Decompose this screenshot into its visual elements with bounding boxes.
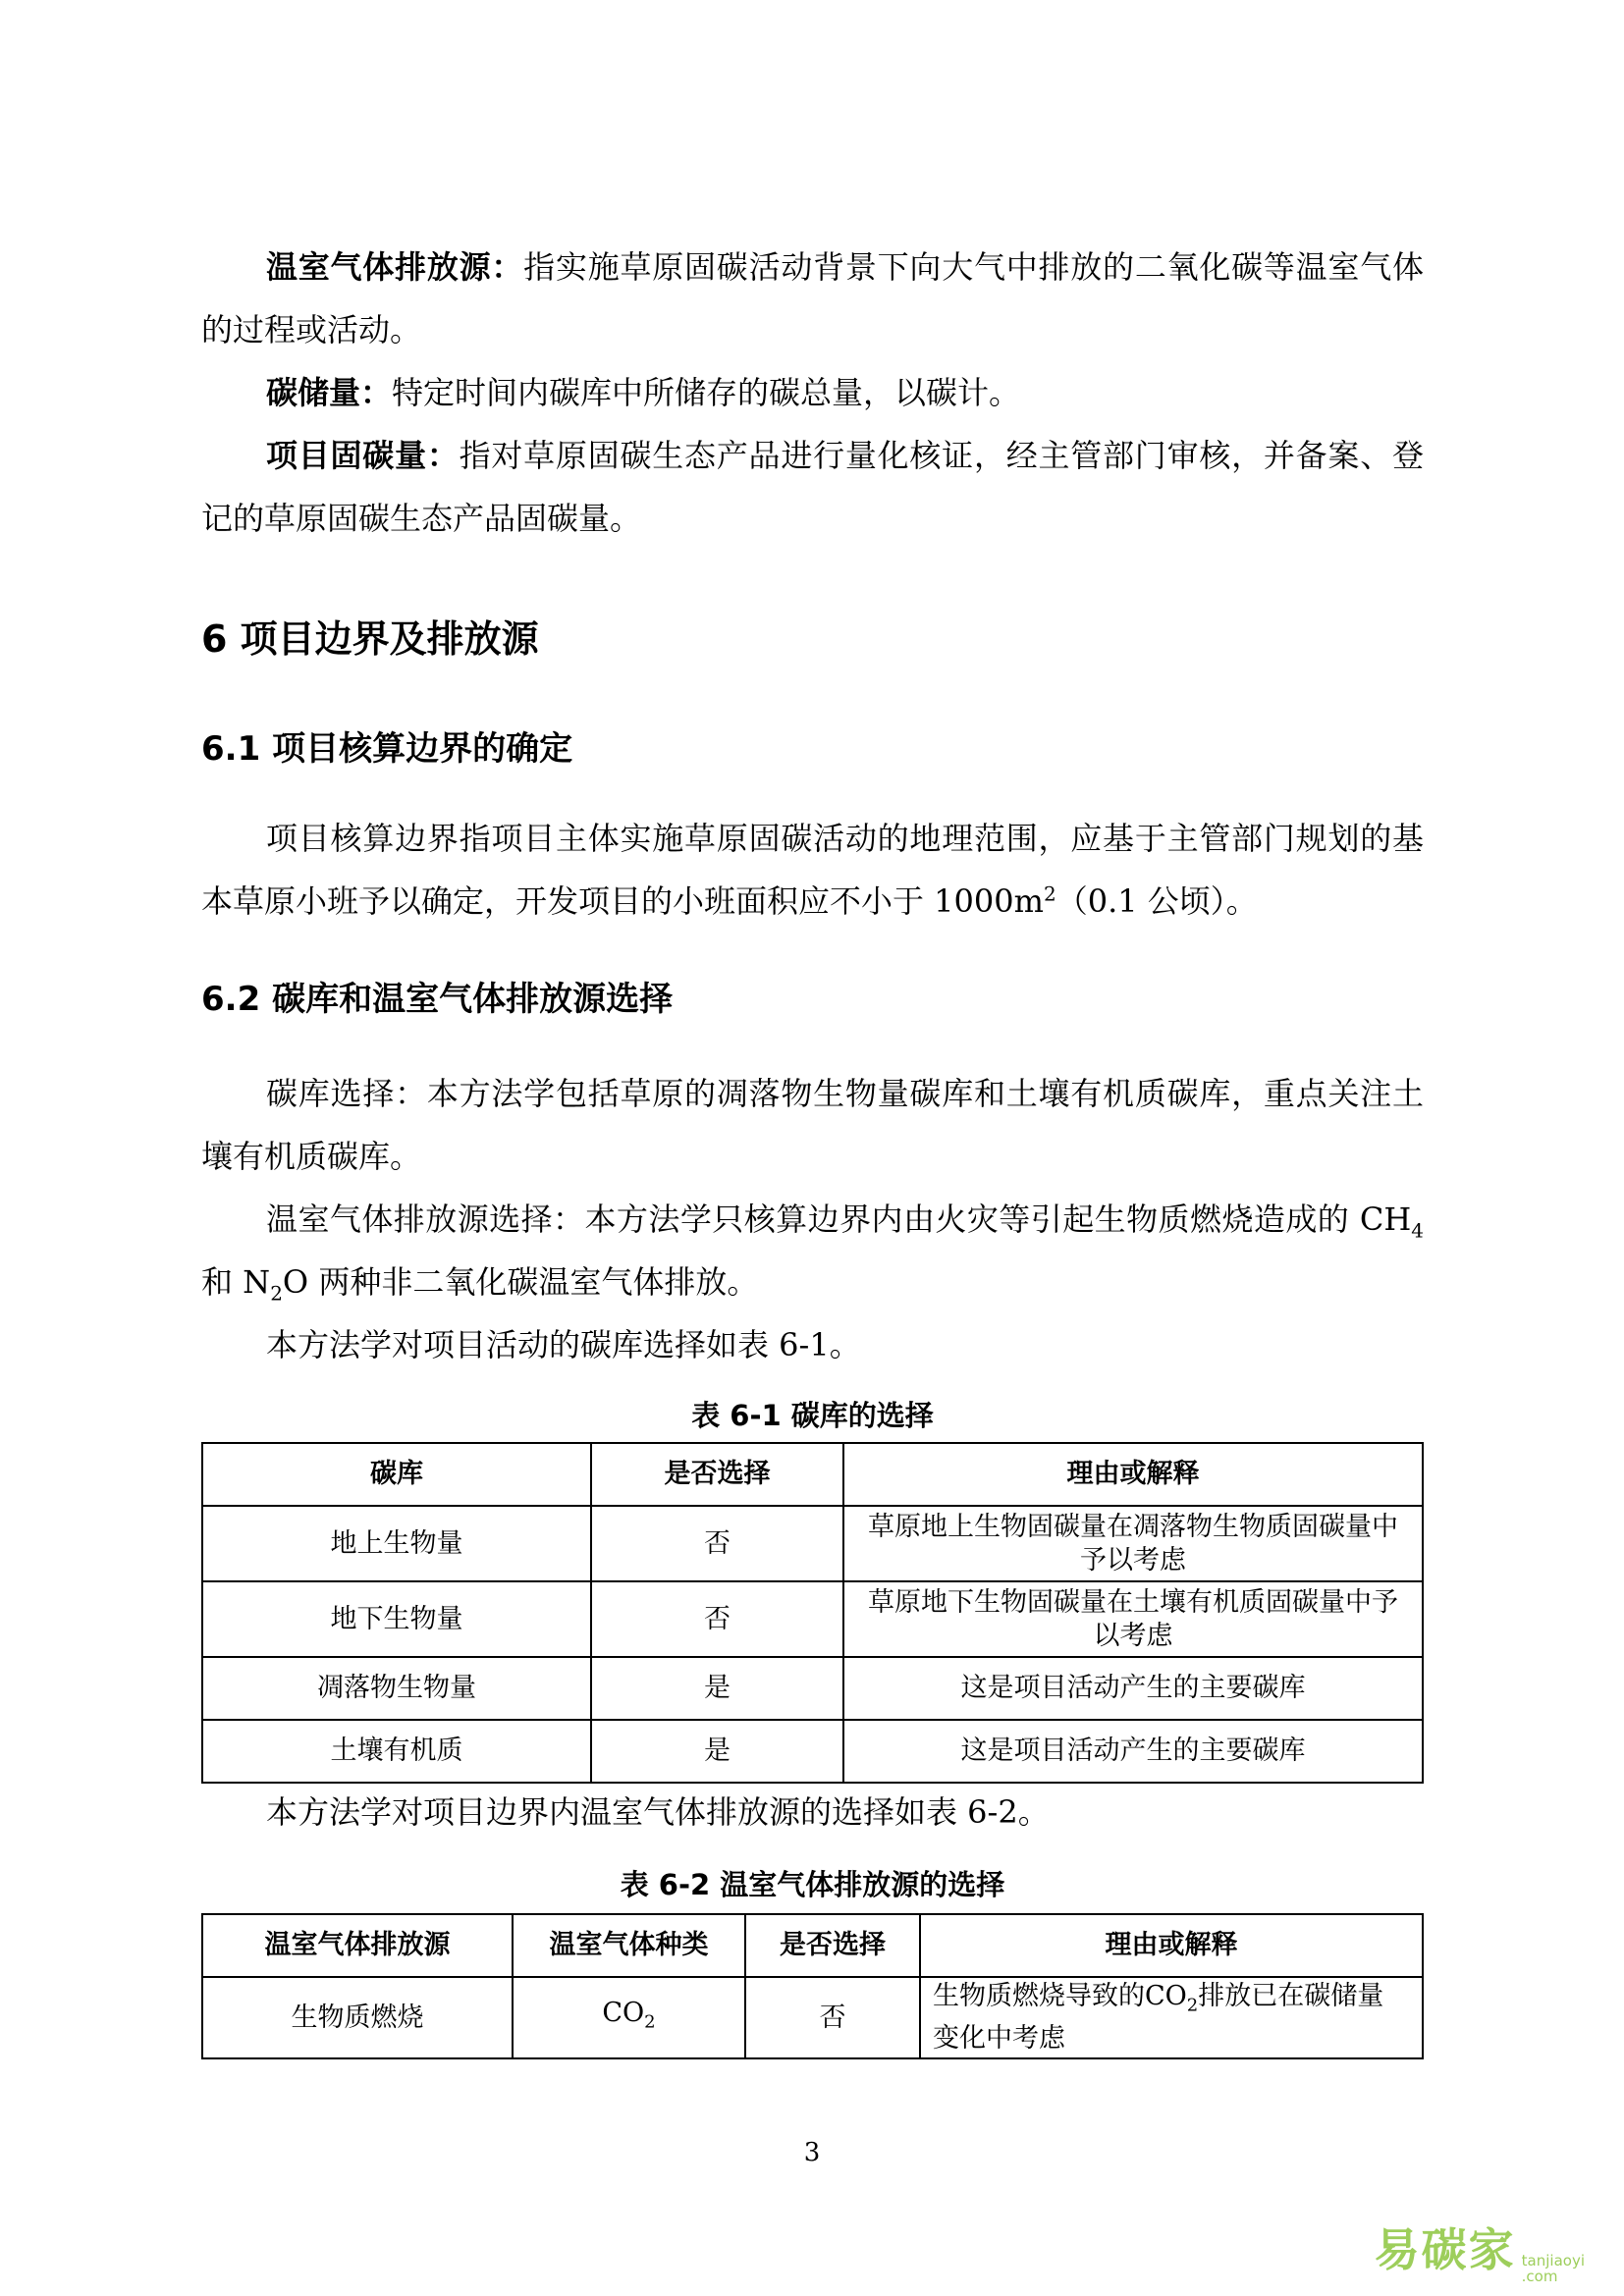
header-cell: 温室气体种类 [513,1914,745,1977]
table-cell: 草原地下生物固碳量在土壤有机质固碳量中予以考虑 [843,1581,1423,1657]
definition-text: 特定时间内碳库中所储存的碳总量，以碳计。 [392,374,1021,411]
section-6-1-paragraph: 项目核算边界指项目主体实施草原固碳活动的地理范围，应基于主管部门规划的基本草原小班予以确定，开发项目的小班面积应不小于 $1000m^2(0.1$ 公顷）。 [201,820,1424,920]
table-6-2-caption: 表 6-2 温室气体排放源的选择 [620,1868,1005,1901]
table-cell: 否 [745,1977,920,2058]
table-row [202,1581,1423,1657]
term-project-sequestration: 项目固碳量： [266,437,460,474]
table-cell: 否 [591,1581,843,1657]
header-cell: 理由或解释 [920,1914,1423,1977]
header-cell: 是否选择 [591,1443,843,1506]
table-cell: 生物质燃烧导致的$CO_2$排放已在碳储量变化中考虑 [920,1977,1423,2058]
definition-text: 指对草原固碳生态产品进行量化核证，经主管部门审核，并备案、登记的草原固碳生态产品固碳量。 [201,437,1424,537]
section-6-heading: 6 项目边界及排放源 [201,617,539,661]
table-cell: 凋落物生物量 [202,1657,591,1720]
term-ghg-source: 温室气体排放源： [266,248,524,286]
table-cell: 否 [591,1506,843,1581]
definition-ghg-source [201,236,1424,361]
table-cell: 这是项目活动产生的主要碳库 [843,1720,1423,1783]
definition-carbon-stock [201,361,1424,424]
definition-text: 指实施草原固碳活动背景下向大气中排放的二氧化碳等温室气体的过程或活动。 [201,248,1424,348]
section-6-1-heading: 6.1 项目核算边界的确定 [201,729,573,769]
header-cell: 理由或解释 [843,1443,1423,1506]
table-cell: 地下生物量 [202,1581,591,1657]
table-cell: 是 [591,1720,843,1783]
section-6-2-heading: 6.2 碳库和温室气体排放源选择 [201,980,674,1019]
page-number: 3 [803,2138,821,2167]
table-6-1-caption: 表 6-1 碳库的选择 [691,1399,934,1432]
watermark-logo [1375,2215,1585,2284]
carbon-pool-selection-paragraph: 碳库选择：本方法学包括草原的凋落物生物量碳库和土壤有机质碳库，重点关注土壤有机质碳库。 [201,1075,1424,1175]
definition-project-sequestration [201,424,1424,550]
table-cell: 土壤有机质 [202,1720,591,1783]
table-cell: 是 [591,1657,843,1720]
table-row [202,1657,1423,1720]
table-header-row [202,1914,1423,1977]
header-cell: 碳库 [202,1443,591,1506]
table-cell: 这是项目活动产生的主要碳库 [843,1657,1423,1720]
table-cell: 草原地上生物固碳量在凋落物生物质固碳量中予以考虑 [843,1506,1423,1581]
table-cell: $CO_2$ [513,1977,745,2058]
table-6-1 [201,1442,1424,1784]
watermark-domain: tanjiaoyi .com [1521,2252,1585,2285]
watermark-name: 易碳家 [1374,2223,1516,2276]
table-6-2-intro: 本方法学对项目边界内温室气体排放源的选择如表 6-2。 [266,1793,1050,1831]
header-cell: 温室气体排放源 [202,1914,513,1977]
table-header-row [202,1443,1423,1506]
table-row [202,1506,1423,1581]
header-cell: 是否选择 [745,1914,920,1977]
table-row [202,1720,1423,1783]
table-6-2 [201,1913,1424,2059]
term-carbon-stock: 碳储量： [266,374,393,411]
table-cell: 地上生物量 [202,1506,591,1581]
ghg-source-selection-paragraph: 温室气体排放源选择：本方法学只核算边界内由火灾等引起生物质燃烧造成的 $CH_4$ 和 $N_2O$ 两种非二氧化碳温室气体排放。 [201,1201,1424,1306]
table-6-1-intro: 本方法学对项目活动的碳库选择如表 6-1。 [266,1326,861,1363]
table-row [202,1977,1423,2058]
table-cell: 生物质燃烧 [202,1977,513,2058]
superscript-2: 2 [1043,881,1056,906]
